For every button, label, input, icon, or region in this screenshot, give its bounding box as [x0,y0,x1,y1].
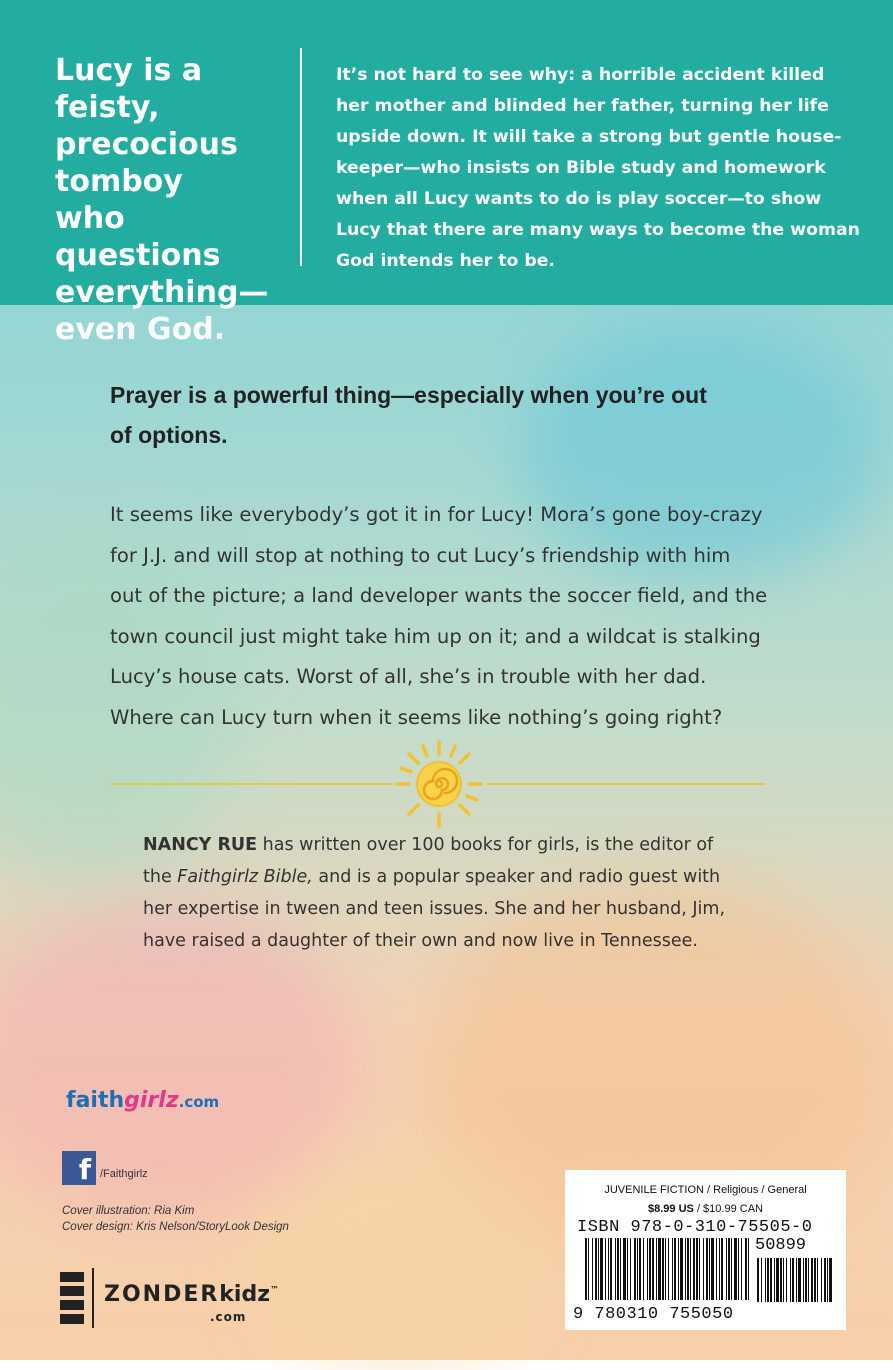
background-blob [250,1150,550,1370]
barcode-stripe [605,1238,606,1300]
barcode-stripe [719,1238,720,1300]
lead-line: Prayer is a powerful thing—especially when you’re out [110,382,707,408]
barcode-stripe [699,1238,700,1300]
bio-text: and is a popular speaker and radio guest with [312,867,721,887]
bisac-category: JUVENILE FICTION / Religious / General [604,1184,807,1196]
barcode-stripe [623,1238,626,1300]
publisher-name-part: ZONDER [104,1282,220,1307]
addon-stripe [790,1258,791,1302]
credit-label: Cover design: [62,1221,133,1233]
facebook-icon[interactable] [62,1151,96,1185]
addon-stripe [792,1258,794,1302]
barcode-addon: 50899 [755,1236,807,1255]
description-line: It seems like everybody’s got it in for Lucy! Mora’s gone boy-crazy [110,503,763,526]
barcode-stripe [674,1238,676,1300]
publisher-domain: .com [210,1310,247,1324]
isbn-text: ISBN 978-0-310-75505-0 [577,1218,813,1237]
blurb-line: It’s not hard to see why: a horrible accident killed [336,65,825,85]
bio-text: the [143,867,178,887]
barcode-stripe [665,1238,666,1300]
sun-icon [393,738,485,830]
barcode-stripe [647,1238,648,1300]
addon-stripe [757,1258,759,1302]
logo-part: .com [178,1093,220,1111]
addon-stripe [827,1258,828,1302]
right-divider-rule [487,783,765,785]
credit-name: Kris Nelson/StoryLook Design [136,1221,289,1233]
barcode-stripe [617,1238,619,1300]
addon-stripe [808,1258,809,1302]
credit-line [62,1203,289,1219]
barcode-box [565,1170,846,1330]
barcode-stripe [685,1238,686,1300]
logo-part: girlz [124,1088,179,1113]
barcode-stripe [634,1238,636,1300]
blurb-line: keeper—who insists on Bible study and homework [336,158,826,178]
description-paragraph [110,495,800,738]
barcode-stripe [639,1238,641,1300]
logo-divider [92,1268,94,1328]
barcode-stripe [745,1238,747,1300]
addon-stripe [821,1258,822,1302]
lead-paragraph [110,375,790,455]
blurb-line: Lucy that there are many ways to become the woman [336,220,860,240]
barcode-stripe [637,1238,638,1300]
barcode-stripe [687,1238,689,1300]
headline [55,52,290,348]
top-blurb [336,60,876,277]
barcode-stripe [588,1238,589,1300]
bio-line [143,829,783,861]
barcode-stripe [731,1238,732,1300]
barcode-stripe [716,1238,717,1300]
barcode-stripe [741,1238,742,1300]
description-line: Lucy’s house cats. Worst of all, she’s in trouble with her dad. [110,665,707,688]
addon-stripe [796,1258,797,1302]
addon-stripe [814,1258,816,1302]
addon-stripe [780,1258,782,1302]
barcode-stripe [620,1238,621,1300]
barcode-stripe [738,1238,739,1300]
barcode-stripe [711,1238,714,1300]
credit-line [62,1219,289,1235]
barcode-stripe [610,1238,612,1300]
barcode-digits: 9 780310 755050 [573,1305,734,1324]
barcode-stripe [643,1238,644,1300]
barcode-stripe [706,1238,708,1300]
addon-stripe [765,1258,766,1302]
bio-text: has written over 100 books for girls, is the editor of [257,835,714,855]
barcode-stripe [693,1238,695,1300]
barcode-stripe [652,1238,654,1300]
barcode-stripe [592,1238,593,1300]
bio-line: her expertise in tween and teen issues. She and her husband, Jim, [143,899,726,919]
bible-title: Faithgirlz Bible, [177,867,313,887]
barcode-stripe [709,1238,710,1300]
addon-stripe [803,1258,804,1302]
publisher-name [104,1282,281,1307]
addon-stripe [767,1258,769,1302]
barcode-stripe [726,1238,727,1300]
headline-line: everything— [55,275,269,310]
credit-label: Cover illustration: [62,1205,151,1217]
addon-stripe [783,1258,784,1302]
barcode-stripe [658,1238,661,1300]
barcode-stripe [690,1238,691,1300]
logo-part: faith [66,1088,125,1113]
addon-stripe [798,1258,801,1302]
cover-credits [62,1203,289,1235]
price-can: / $10.99 CAN [693,1203,763,1215]
zonderkidz-mark-icon [60,1272,84,1326]
zonderkidz-logo [60,1268,310,1328]
addon-stripe [805,1258,807,1302]
facebook-handle[interactable]: /Faithgirlz [100,1168,148,1180]
barcode-stripe [696,1238,698,1300]
barcode-stripe [595,1238,597,1300]
addon-stripe [776,1258,779,1302]
faithgirlz-logo[interactable] [66,1088,219,1113]
barcode-stripe [672,1238,673,1300]
addon-stripe [774,1258,775,1302]
facebook-letter: f [78,1153,91,1185]
description-line: town council just might take him up on it; and a wildcat is stalking [110,624,761,648]
addon-stripe [817,1258,818,1302]
headline-line: Lucy is a feisty, [55,53,203,125]
blurb-line: upside down. It will take a strong but gentle house- [336,127,842,147]
addon-stripe [811,1258,813,1302]
barcode-stripe [585,1238,587,1300]
vertical-divider [300,48,302,266]
description-line: for J.J. and will stop at nothing to cut Lucy’s friendship with him [110,543,731,567]
bio-line [143,861,783,893]
barcode-stripe [608,1238,609,1300]
description-line: Where can Lucy turn when it seems like nothing’s going right? [110,705,723,729]
barcode-stripe [662,1238,664,1300]
barcode-stripe [598,1238,599,1300]
headline-line: precocious [55,127,238,162]
blurb-line: when all Lucy wants to do is play soccer—to show [336,189,822,209]
barcode-stripe [656,1238,657,1300]
trademark: ™ [270,1285,282,1296]
barcode-stripe [627,1238,628,1300]
barcode-stripe [680,1238,683,1300]
barcode-stripe [748,1238,749,1300]
author-bio [143,829,783,957]
barcode-stripe [649,1238,651,1300]
addon-stripe [786,1258,787,1302]
lead-line: of options. [110,422,228,448]
barcode-stripe [721,1238,723,1300]
barcode-stripe [678,1238,679,1300]
top-teal-panel [0,0,893,347]
addon-stripe [824,1258,826,1302]
addon-stripe [770,1258,772,1302]
barcode-stripe [600,1238,603,1300]
credit-name: Ria Kim [154,1205,195,1217]
headline-line: who questions [55,201,221,273]
price-us: $8.99 US [648,1203,694,1215]
headline-line: tomboy [55,164,183,199]
description-line: out of the picture; a land developer wants the soccer field, and the [110,584,768,607]
barcode-stripe [630,1238,631,1300]
barcode-stripe [734,1238,737,1300]
blurb-line: God intends her to be. [336,251,555,271]
addon-stripe [761,1258,762,1302]
price-line [565,1203,846,1215]
publisher-name-part: kidz [219,1282,271,1307]
headline-line: even God. [55,312,226,347]
barcode-stripe [668,1238,669,1300]
barcode-stripe [728,1238,730,1300]
addon-stripe [829,1258,832,1302]
bio-line: have raised a daughter of their own and now live in Tennessee. [143,931,698,951]
author-name: NANCY RUE [143,835,258,855]
blurb-line: her mother and blinded her father, turning her life [336,96,829,116]
barcode-stripe [615,1238,616,1300]
barcode-stripe [703,1238,704,1300]
left-divider-rule [110,783,393,785]
